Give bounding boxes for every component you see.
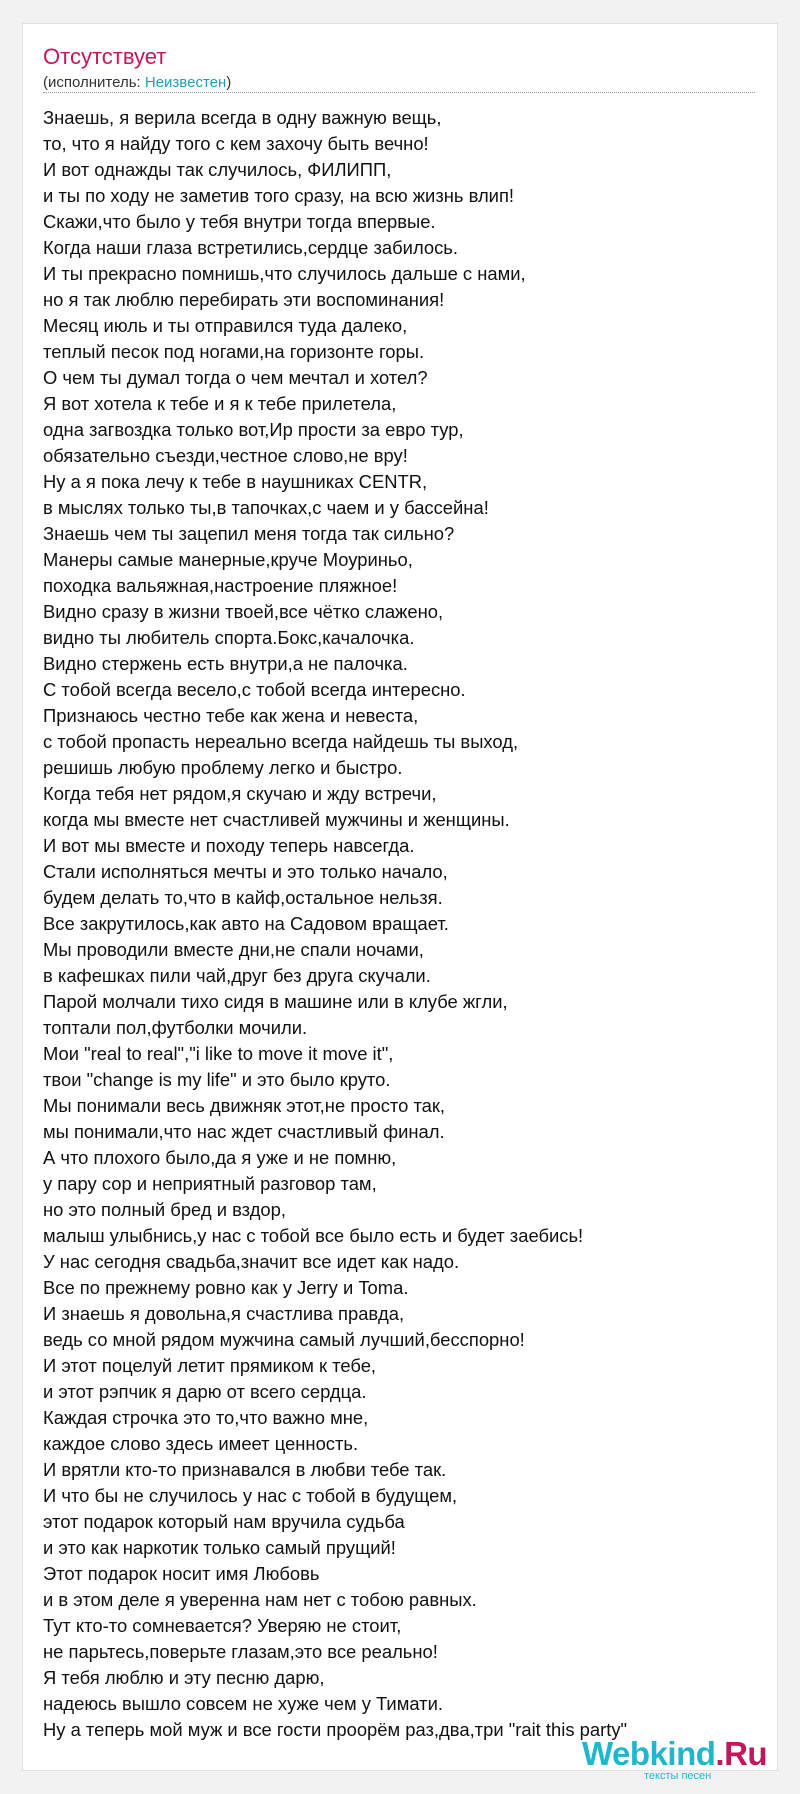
lyric-line: И знаешь я довольна,я счастлива правда, xyxy=(43,1303,405,1324)
lyric-line: в кафешках пили чай,друг без друга скучали. xyxy=(43,965,431,986)
lyric-line: малыш улыбнись,у нас с тобой все было есть и будет заебись! xyxy=(43,1225,584,1246)
lyric-line: с тобой пропасть нереально всегда найдешь ты выход, xyxy=(43,731,519,752)
lyric-line: И что бы не случилось у нас с тобой в будущем, xyxy=(43,1485,458,1506)
lyric-line: Я тебя люблю и эту песню дарю, xyxy=(43,1667,325,1688)
lyric-line: и этот рэпчик я дарю от всего сердца. xyxy=(43,1381,367,1402)
lyric-line: теплый песок под ногами,на горизонте горы. xyxy=(43,341,425,362)
artist-link[interactable]: Неизвестен xyxy=(144,74,227,91)
lyric-line: И этот поцелуй летит прямиком к тебе, xyxy=(43,1355,377,1376)
lyric-line: походка вальяжная,настроение пляжное! xyxy=(43,575,398,596)
lyric-line: Этот подарок носит имя Любовь xyxy=(43,1563,320,1584)
lyric-line: С тобой всегда весело,с тобой всегда интересно. xyxy=(43,679,466,700)
lyric-line: надеюсь вышло совсем не хуже чем у Тимати. xyxy=(43,1693,443,1714)
lyric-line: Видно стержень есть внутри,а не палочка. xyxy=(43,653,408,674)
lyric-line: топтали пол,футболки мочили. xyxy=(43,1017,308,1038)
lyric-line: И врятли кто-то признавался в любви тебе так. xyxy=(43,1459,447,1480)
artist-line xyxy=(43,74,231,91)
lyric-line: будем делать то,что в кайф,остальное нельзя. xyxy=(43,887,443,908)
webkind-logo[interactable] xyxy=(560,1735,768,1785)
lyric-line: И ты прекрасно помнишь,что случилось дальше с нами, xyxy=(43,263,526,284)
lyric-line: твои "change is my life" и это было круто. xyxy=(43,1069,391,1090)
lyric-line: но я так люблю перебирать эти воспоминания! xyxy=(43,289,445,310)
lyric-line: Ну а теперь мой муж и все гости проорём раз,два,три "rait this party" xyxy=(43,1719,628,1740)
lyric-line: Знаешь чем ты зацепил меня тогда так сильно? xyxy=(43,523,455,544)
lyric-line: и это как наркотик только самый прущий! xyxy=(43,1537,396,1558)
lyric-line: И вот мы вместе и походу теперь навсегда. xyxy=(43,835,415,856)
lyrics-card xyxy=(22,23,778,1771)
lyric-line: Мы проводили вместе дни,не спали ночами, xyxy=(43,939,424,960)
lyrics-text xyxy=(43,105,758,1743)
lyric-line: Тут кто-то сомневается? Уверяю не стоит, xyxy=(43,1615,402,1636)
lyric-line: каждое слово здесь имеет ценность. xyxy=(43,1433,359,1454)
lyric-line: Скажи,что было у тебя внутри тогда впервые. xyxy=(43,211,436,232)
song-title: Отсутствует xyxy=(43,44,167,69)
lyric-line: Мы понимали весь движняк этот,не просто так, xyxy=(43,1095,446,1116)
lyric-line: Мои "real to real","i like to move it move it", xyxy=(43,1043,394,1064)
lyric-line: видно ты любитель спорта.Бокс,качалочка. xyxy=(43,627,415,648)
title-divider xyxy=(43,92,755,93)
lyric-line: когда мы вместе нет счастливей мужчины и женщины. xyxy=(43,809,510,830)
lyric-line: Признаюсь честно тебе как жена и невеста, xyxy=(43,705,419,726)
logo-wordmark xyxy=(582,1735,767,1773)
lyric-line: Знаешь, я верила всегда в одну важную вещь, xyxy=(43,107,442,128)
lyric-line: Все закрутилось,как авто на Садовом вращает. xyxy=(43,913,449,934)
artist-prefix: (исполнитель: xyxy=(43,74,145,91)
lyric-line: то, что я найду того с кем захочу быть вечно! xyxy=(43,133,429,154)
lyric-line: в мыслях только ты,в тапочках,с чаем и у бассейна! xyxy=(43,497,489,518)
logo-tld: .Ru xyxy=(715,1735,768,1772)
lyric-line: не парьтесь,поверьте глазам,это все реально! xyxy=(43,1641,438,1662)
lyric-line: одна загвоздка только вот,Ир прости за евро тур, xyxy=(43,419,464,440)
lyric-line: Каждая строчка это то,что важно мне, xyxy=(43,1407,369,1428)
lyric-line: Видно сразу в жизни твоей,все чётко слажено, xyxy=(43,601,444,622)
lyric-line: ведь со мной рядом мужчина самый лучший,бесспорно! xyxy=(43,1329,525,1350)
lyric-line: И вот однажды так случилось, ФИЛИПП, xyxy=(43,159,392,180)
lyric-line: мы понимали,что нас ждет счастливый финал. xyxy=(43,1121,445,1142)
artist-suffix: ) xyxy=(226,74,232,91)
lyric-line: этот подарок который нам вручила судьба xyxy=(43,1511,405,1532)
lyric-line: обязательно съезди,честное слово,не вру! xyxy=(43,445,408,466)
lyric-line: Все по прежнему ровно как у Jerry и Toma. xyxy=(43,1277,409,1298)
lyric-line: но это полный бред и вздор, xyxy=(43,1199,286,1220)
lyric-line: решишь любую проблему легко и быстро. xyxy=(43,757,403,778)
lyric-line: Когда наши глаза встретились,сердце забилось. xyxy=(43,237,458,258)
logo-tagline: тексты песен xyxy=(644,1770,712,1782)
lyric-line: Я вот хотела к тебе и я к тебе прилетела, xyxy=(43,393,397,414)
lyric-line: и в этом деле я уверенна нам нет с тобою равных. xyxy=(43,1589,477,1610)
logo-brand: Webkind xyxy=(582,1735,716,1772)
lyric-line: Парой молчали тихо сидя в машине или в клубе жгли, xyxy=(43,991,508,1012)
lyric-line: Ну а я пока лечу к тебе в наушниках CENTR, xyxy=(43,471,428,492)
lyric-line: и ты по ходу не заметив того сразу, на всю жизнь влип! xyxy=(43,185,515,206)
lyric-line: у пару сор и неприятный разговор там, xyxy=(43,1173,377,1194)
lyric-line: Когда тебя нет рядом,я скучаю и жду встречи, xyxy=(43,783,437,804)
lyric-line: Манеры самые манерные,круче Моуриньо, xyxy=(43,549,413,570)
lyric-line: У нас сегодня свадьба,значит все идет как надо. xyxy=(43,1251,460,1272)
lyric-line: О чем ты думал тогда о чем мечтал и хотел? xyxy=(43,367,428,388)
lyric-line: А что плохого было,да я уже и не помню, xyxy=(43,1147,397,1168)
lyric-line: Стали исполняться мечты и это только начало, xyxy=(43,861,448,882)
lyric-line: Месяц июль и ты отправился туда далеко, xyxy=(43,315,408,336)
